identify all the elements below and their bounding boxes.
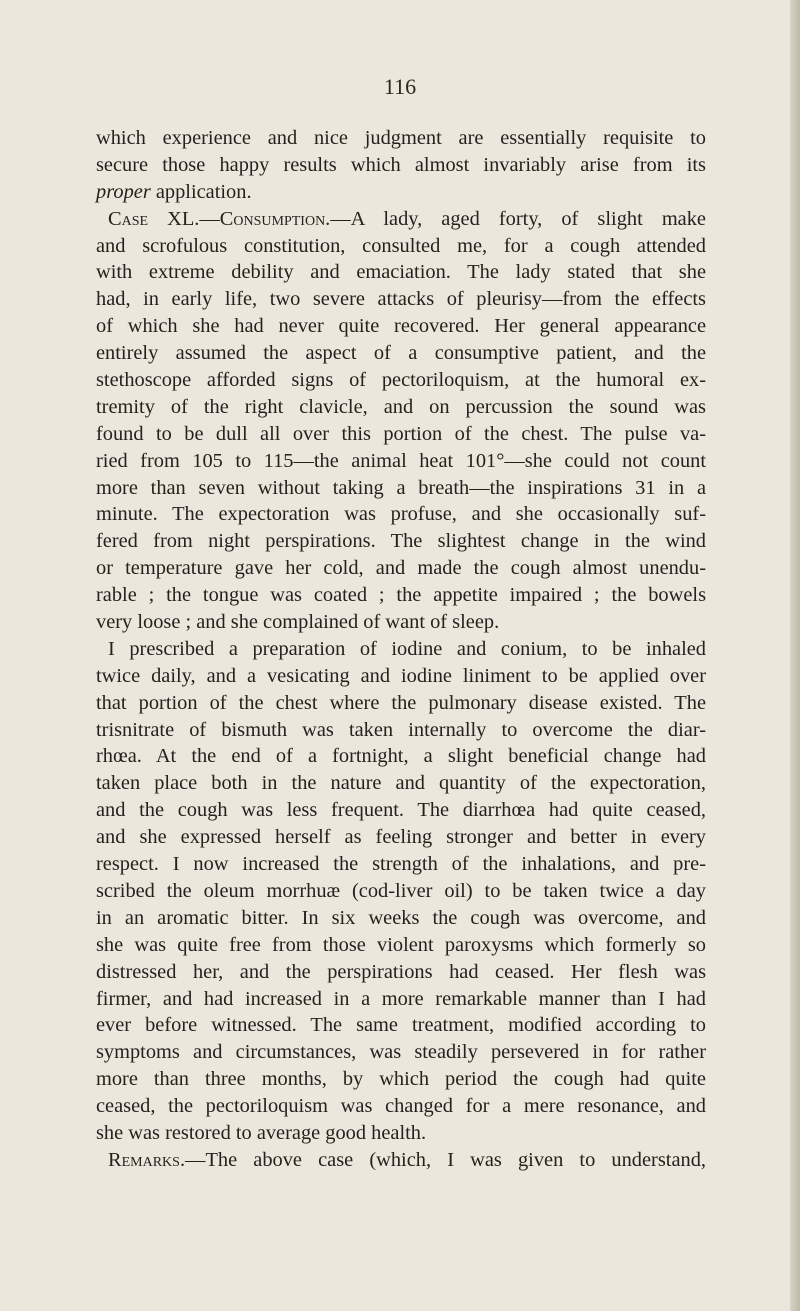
- text-line: or temperature gave her cold, and made the cough almost unendu-: [96, 557, 706, 580]
- page-edge-shadow: [790, 0, 800, 1311]
- text-line: I prescribed a preparation of iodine and conium, to be inhaled: [108, 637, 706, 660]
- text-line: trisnitrate of bismuth was taken internally to overcome the diar-: [96, 718, 706, 741]
- text-line: in an aromatic bitter. In six weeks the cough was overcome, and: [96, 906, 706, 929]
- text-line: symptoms and circumstances, was steadily persevered in for rather: [96, 1041, 706, 1064]
- remarks-heading: Remarks.: [108, 1148, 186, 1171]
- text-line: distressed her, and the perspirations had ceased. Her flesh was: [96, 960, 706, 983]
- text-line: tremity of the right clavicle, and on percussion the sound was: [96, 395, 706, 418]
- case-number: Case XL.: [108, 207, 200, 230]
- italic-word: proper: [96, 180, 151, 203]
- text-line: very loose ; and she complained of want of sleep.: [96, 611, 500, 634]
- text-line: rhœa. At the end of a fortnight, a slight beneficial change had: [96, 745, 706, 768]
- text-line: secure those happy results which almost invariably arise from its: [96, 153, 706, 176]
- case-title: Consumption.: [219, 207, 331, 230]
- text-line: stethoscope afforded signs of pectoriloquism, at the humoral ex-: [96, 369, 706, 392]
- text-line: minute. The expectoration was profuse, and she occasionally suf-: [96, 503, 706, 526]
- text-line: more than three months, by which period the cough had quite: [96, 1068, 706, 1091]
- text-line: twice daily, and a vesicating and iodine liniment to be applied over: [96, 664, 706, 687]
- text-line: more than seven without taking a breath—the inspirations 31 in a: [96, 476, 706, 499]
- text-line: of which she had never quite recovered. Her general appearance: [96, 315, 706, 338]
- text-line: respect. I now increased the strength of the inhalations, and pre-: [96, 853, 706, 876]
- case-heading-line: Case XL.—Consumption.—A lady, aged forty, of slight make: [108, 207, 706, 230]
- text-line: she was quite free from those violent paroxysms which formerly so: [96, 933, 706, 956]
- page-number: 116: [383, 74, 417, 99]
- text-line: firmer, and had increased in a more remarkable manner than I had: [96, 987, 706, 1010]
- text-line: scribed the oleum morrhuæ (cod-liver oil) to be taken twice a day: [96, 879, 706, 902]
- body-text: [96, 125, 706, 1174]
- text-line: with extreme debility and emaciation. The lady stated that she: [96, 261, 706, 284]
- text-line: taken place both in the nature and quantity of the expectoration,: [96, 772, 706, 795]
- text-line: ever before witnessed. The same treatment, modified according to: [96, 1014, 706, 1037]
- text-line: which experience and nice judgment are essentially requisite to: [96, 127, 706, 149]
- text-line: had, in early life, two severe attacks of pleurisy—from the effects: [96, 288, 706, 311]
- text-line: and scrofulous constitution, consulted me, for a cough attended: [96, 234, 706, 257]
- text-line: rable ; the tongue was coated ; the appetite impaired ; the bowels: [96, 584, 706, 607]
- text-line: and the cough was less frequent. The diarrhœa had quite ceased,: [96, 799, 706, 822]
- text-line: ceased, the pectoriloquism was changed for a mere resonance, and: [96, 1095, 706, 1118]
- text-line: found to be dull all over this portion of the chest. The pulse va-: [96, 422, 706, 445]
- text-line: and she expressed herself as feeling stronger and better in every: [96, 826, 706, 849]
- text-line: that portion of the chest where the pulmonary disease existed. The: [96, 691, 706, 714]
- text-line: proper application.: [96, 180, 252, 203]
- text-line: ried from 105 to 115—the animal heat 101°—she could not count: [96, 449, 706, 472]
- remarks-line: Remarks.—The above case (which, I was given to understand,: [108, 1148, 706, 1171]
- text-line: fered from night perspirations. The slightest change in the wind: [96, 530, 706, 553]
- text-line: she was restored to average good health.: [96, 1121, 427, 1144]
- text-line: entirely assumed the aspect of a consumptive patient, and the: [96, 342, 706, 365]
